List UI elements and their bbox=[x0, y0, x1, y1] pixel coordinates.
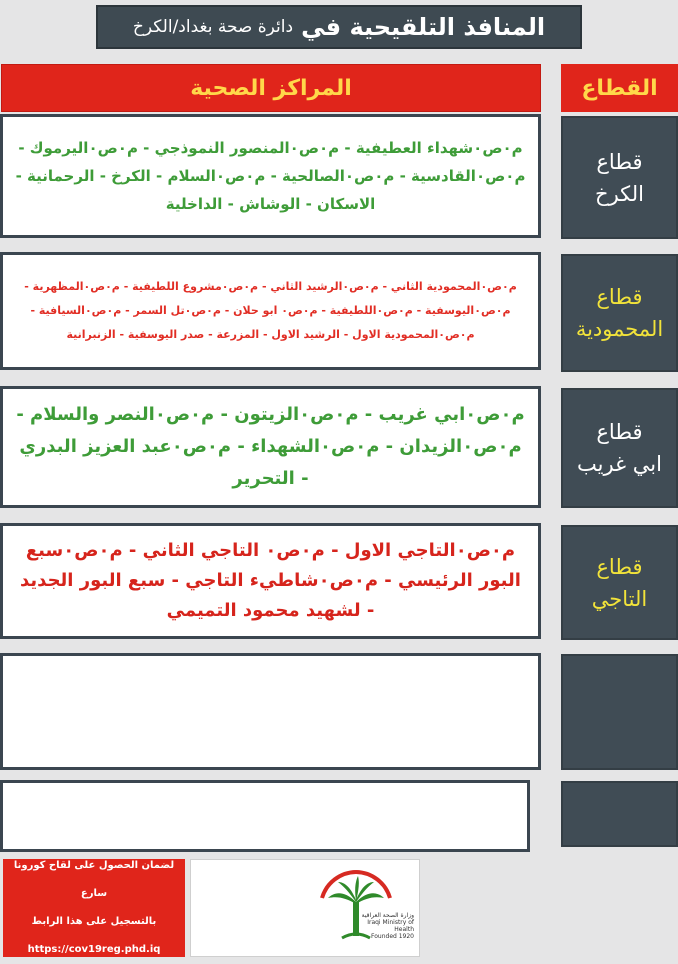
header-health-centers: المراكز الصحية bbox=[1, 64, 541, 112]
notice-line: لضمان الحصول على لقاح كورونا سارع bbox=[13, 860, 175, 899]
centers-cell-empty bbox=[0, 780, 530, 852]
page-subtitle: دائرة صحة بغداد/الكرخ bbox=[132, 17, 294, 37]
ministry-founded: Founded 1920 bbox=[371, 933, 414, 940]
ministry-logo bbox=[293, 862, 418, 954]
centers-list: م٠ص٠التاجي الاول - م٠ص٠ التاجي الثاني - م٠ص٠سبع البور الرئيسي - م٠ص٠شاطيء التاجي - سبع البور الجديد - لشهيد محمود التميمي bbox=[20, 540, 521, 621]
centers-list: م٠ص٠شهداء العطيفية - م٠ص٠المنصور النموذجي - م٠ص٠اليرموك - م٠ص٠القادسية - م٠ص٠الصالحية - م٠ص٠السلام - الكرخ - الرحمانية - الاسكان - الوشاش - الداخلية bbox=[15, 139, 526, 213]
title-banner bbox=[96, 5, 582, 49]
centers-cell-abu-ghraib bbox=[0, 386, 541, 508]
sector-cell-mahmoudiya bbox=[561, 254, 678, 372]
centers-cell-taji bbox=[0, 523, 541, 639]
sector-name: ابي غريب bbox=[577, 452, 662, 476]
centers-list: م٠ص٠ابي غريب - م٠ص٠الزيتون - م٠ص٠النصر والسلام - م٠ص٠الزيدان - م٠ص٠الشهداء - م٠ص٠عبد العزيز البدري - التحرير bbox=[16, 404, 525, 489]
header-sector: القطاع bbox=[561, 64, 678, 112]
sector-label: قطاع bbox=[596, 420, 643, 444]
sector-cell-taji bbox=[561, 525, 678, 640]
ministry-caption bbox=[360, 912, 414, 940]
centers-cell-karkh bbox=[0, 114, 541, 238]
centers-cell-empty bbox=[0, 653, 541, 770]
sector-name: الكرخ bbox=[595, 181, 644, 206]
sector-name: المحمودية bbox=[575, 317, 664, 341]
page-title: المنافذ التلقيحية في bbox=[301, 13, 546, 41]
registration-link[interactable]: https://cov19reg.phd.iq bbox=[27, 944, 161, 955]
sector-label: قطاع bbox=[596, 149, 643, 174]
centers-list: م٠ص٠المحمودية الثاني - م٠ص٠الرشيد الثاني - م٠ص٠مشروع اللطيفية - م٠ص٠المظهرية - م٠ص٠اليوسفية - م٠ص٠اللطيفية - م٠ص٠ ابو حلان - م٠ص٠تل السمر - م٠ص٠السيافية - م٠ص٠المحمودية الاول - الرشيد الاول - المزرعة - صدر اليوسفية - الزنبرانية bbox=[24, 280, 517, 341]
sector-cell-abu-ghraib bbox=[561, 388, 678, 508]
sector-name: التاجي bbox=[591, 586, 648, 611]
sector-label: قطاع bbox=[596, 554, 643, 579]
ministry-name-ar: وزارة الصحة العراقية bbox=[361, 912, 414, 919]
sector-cell-empty bbox=[561, 654, 678, 770]
notice-line: بالتسجيل على هذا الرابط bbox=[31, 916, 157, 927]
registration-notice bbox=[3, 859, 185, 957]
sector-label: قطاع bbox=[596, 285, 643, 309]
sector-cell-karkh bbox=[561, 116, 678, 239]
sector-cell-empty bbox=[561, 781, 678, 847]
centers-cell-mahmoudiya bbox=[0, 252, 541, 370]
ministry-name-en: Iraqi Ministry of Health bbox=[367, 919, 414, 933]
